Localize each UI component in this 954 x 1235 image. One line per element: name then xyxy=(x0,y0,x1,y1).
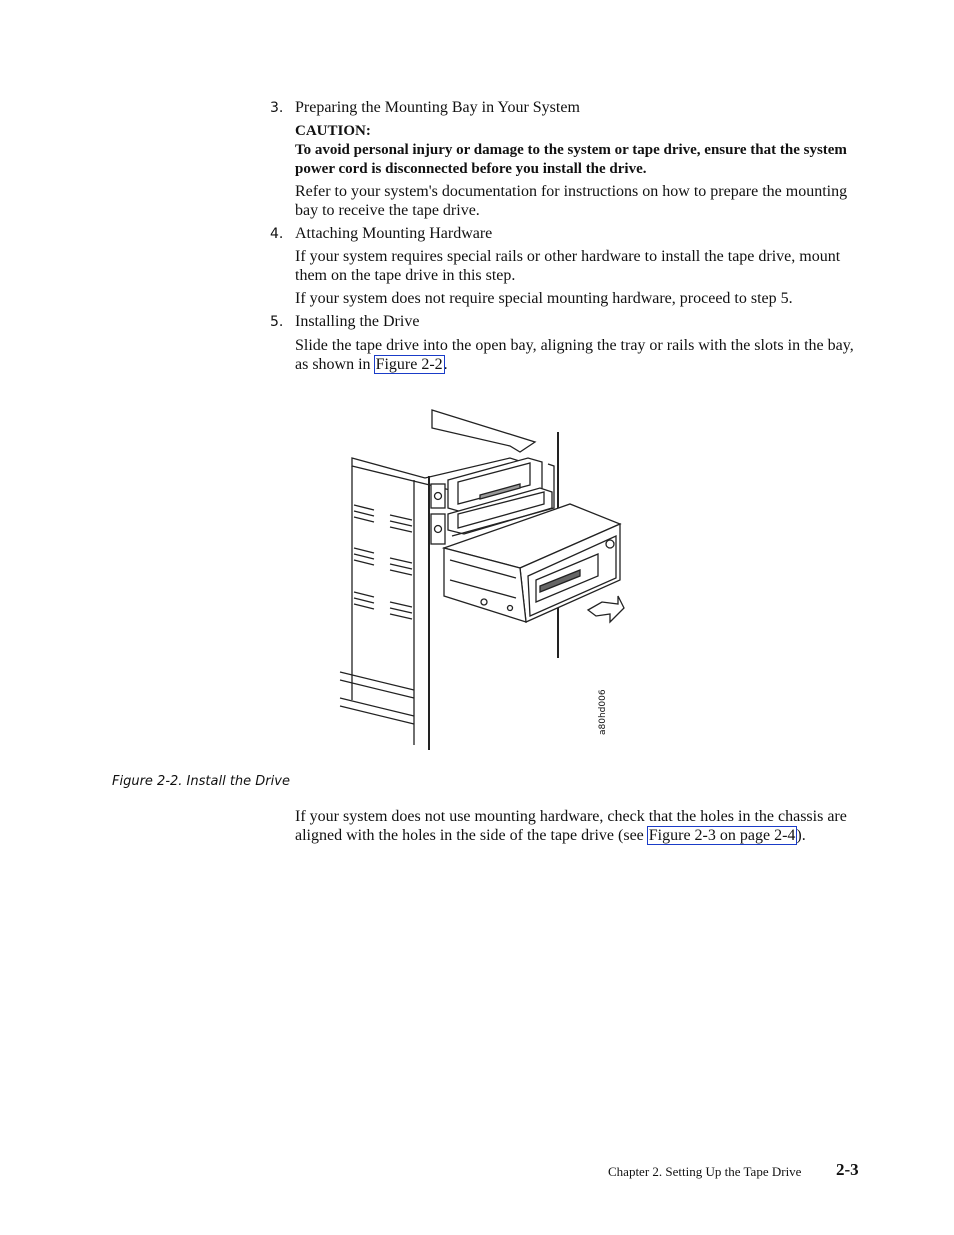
figure-2-3-link[interactable]: Figure 2-3 on page 2-4 xyxy=(648,826,796,844)
step-4-number: 4. xyxy=(270,226,284,242)
figure-caption: Figure 2-2. Install the Drive xyxy=(112,774,290,789)
step-5-title: Installing the Drive xyxy=(295,313,420,330)
figure-2-2-link[interactable]: Figure 2-2 xyxy=(375,355,443,373)
caution-label: CAUTION: xyxy=(295,123,371,139)
step-4-body-2: If your system does not require special mounting hardware, proceed to step 5. xyxy=(295,290,793,307)
step-4-body-1: If your system requires special rails or other hardware to install the tape drive, mount them on the tape drive in this step. xyxy=(295,248,841,284)
footer-chapter: Chapter 2. Setting Up the Tape Drive xyxy=(608,1164,802,1179)
mounting-holes-text: If your system does not use mounting hardware, check that the holes in the chassis are aligned with the holes in the side of the tape drive (see xyxy=(295,808,847,844)
step-5-body-text: Slide the tape drive into the open bay, aligning the tray or rails with the slots in the bay, as shown in xyxy=(295,337,854,373)
figure-id-label: a80hd006 xyxy=(598,689,608,735)
step-3-body: Refer to your system's documentation for instructions on how to prepare the mounting bay to receive the tape drive. xyxy=(295,183,848,219)
mounting-holes-end: ). xyxy=(796,826,806,844)
step-4-title: Attaching Mounting Hardware xyxy=(295,225,493,242)
install-drive-illustration xyxy=(330,400,640,760)
step-5-body xyxy=(295,337,865,374)
footer-page-number: 2-3 xyxy=(836,1160,859,1179)
step-3-number: 3. xyxy=(270,100,284,116)
caution-text: To avoid personal injury or damage to the system or tape drive, ensure that the system power cord is disconnected before you install the drive. xyxy=(295,142,847,177)
step-5-number: 5. xyxy=(270,314,284,330)
mounting-holes-paragraph xyxy=(295,808,865,845)
step-5-body-end: . xyxy=(443,355,448,373)
step-3-title: Preparing the Mounting Bay in Your System xyxy=(295,99,580,116)
